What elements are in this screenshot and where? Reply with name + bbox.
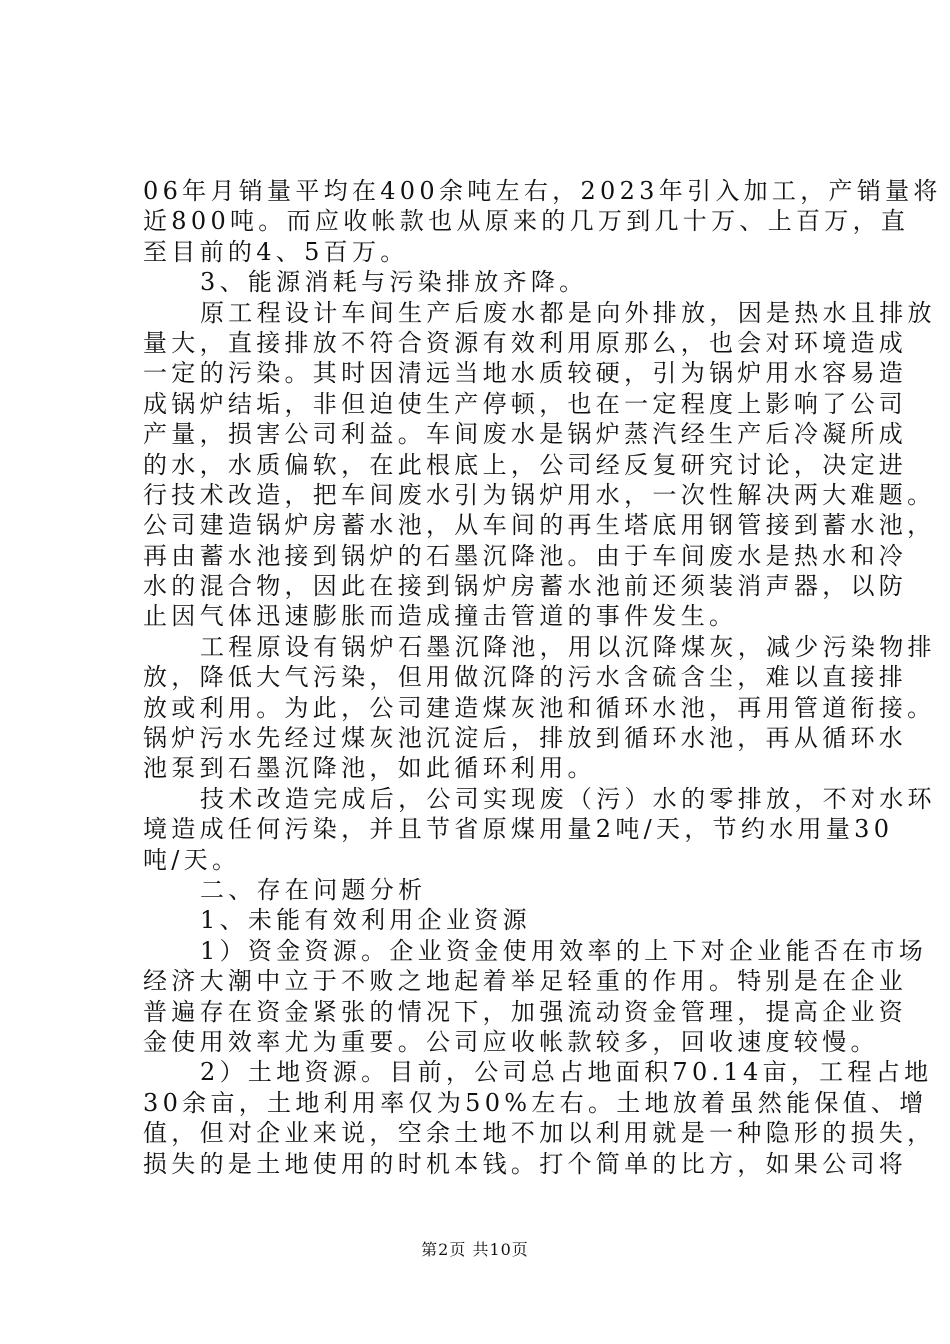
text-line: 3、能源消耗与污染排放齐降。 xyxy=(200,268,588,297)
text-line: 二、存在问题分析 xyxy=(200,875,427,904)
text-line: 水的混合物，因此在接到锅炉房蓄水池前还须装消声器，以防 xyxy=(143,572,908,601)
text-line: 止因气体迅速膨胀而造成撞击管道的事件发生。 xyxy=(143,602,738,631)
text-line: 经济大潮中立于不败之地起着举足轻重的作用。特别是在企业 xyxy=(143,967,908,996)
text-line: 吨/天。 xyxy=(143,845,241,874)
text-line: 量大，直接排放不符合资源有效利用原那么，也会对环境造成 xyxy=(143,328,908,357)
text-line: 成锅炉结垢，非但迫使生产停顿，也在一定程度上影响了公司 xyxy=(143,389,908,418)
text-line: 技术改造完成后，公司实现废（污）水的零排放，不对水环 xyxy=(200,784,936,813)
text-line: 30余亩，土地利用率仅为50%左右。土地放着虽然能保值、增 xyxy=(143,1088,928,1117)
text-line: 普遍存在资金紧张的情况下，加强流动资金管理，提高企业资 xyxy=(143,997,908,1026)
text-line: 值，但对企业来说，空余土地不加以利用就是一种隐形的损失， xyxy=(143,1119,936,1148)
text-line: 再由蓄水池接到锅炉的石墨沉降池。由于车间废水是热水和冷 xyxy=(143,541,908,570)
text-line: 工程原设有锅炉石墨沉降池，用以沉降煤灰，减少污染物排 xyxy=(200,632,936,661)
document-body xyxy=(143,176,942,1179)
text-line: 放或利用。为此，公司建造煤灰池和循环水池，再用管道衔接。 xyxy=(143,693,936,722)
text-line: 公司建造锅炉房蓄水池，从车间的再生塔底用钢管接到蓄水池， xyxy=(143,511,936,540)
text-line: 金使用效率尤为重要。公司应收帐款较多，回收速度较慢。 xyxy=(143,1027,879,1056)
text-line: 06年月销量平均在400余吨左右，2023年引入加工，产销量将 xyxy=(143,177,942,205)
text-line: 境造成任何污染，并且节省原煤用量2吨/天，节约水用量30 xyxy=(143,815,894,844)
text-line: 2）土地资源。目前，公司总占地面积70.14亩，工程占地 xyxy=(200,1058,933,1087)
text-line: 锅炉污水先经过煤灰池沉淀后，排放到循环水池，再从循环水 xyxy=(143,724,908,753)
text-line: 池泵到石墨沉降池，如此循环利用。 xyxy=(143,754,596,783)
text-line: 行技术改造，把车间废水引为锅炉用水，一次性解决两大难题。 xyxy=(143,480,936,509)
text-line: 原工程设计车间生产后废水都是向外排放，因是热水且排放 xyxy=(200,298,936,327)
text-line: 1）资金资源。企业资金使用效率的上下对企业能否在市场 xyxy=(200,936,928,965)
text-line: 放，降低大气污染，但用做沉降的污水含硫含尘，难以直接排 xyxy=(143,663,908,692)
text-line: 1、未能有效利用企业资源 xyxy=(200,906,531,935)
text-line: 的水，水质偏软，在此根底上，公司经反复研究讨论，决定进 xyxy=(143,450,908,479)
text-line: 至目前的4、5百万。 xyxy=(143,237,409,266)
page-footer: 第2页 共10页 xyxy=(421,1240,529,1259)
text-line: 近800吨。而应收帐款也从原来的几万到几十万、上百万，直 xyxy=(143,207,910,236)
text-line: 产量，损害公司利益。车间废水是锅炉蒸汽经生产后冷凝所成 xyxy=(143,420,908,449)
text-line: 一定的污染。其时因清远当地水质较硬，引为锅炉用水容易造 xyxy=(143,359,908,388)
text-line: 损失的是土地使用的时机本钱。打个简单的比方，如果公司将 xyxy=(143,1149,908,1178)
